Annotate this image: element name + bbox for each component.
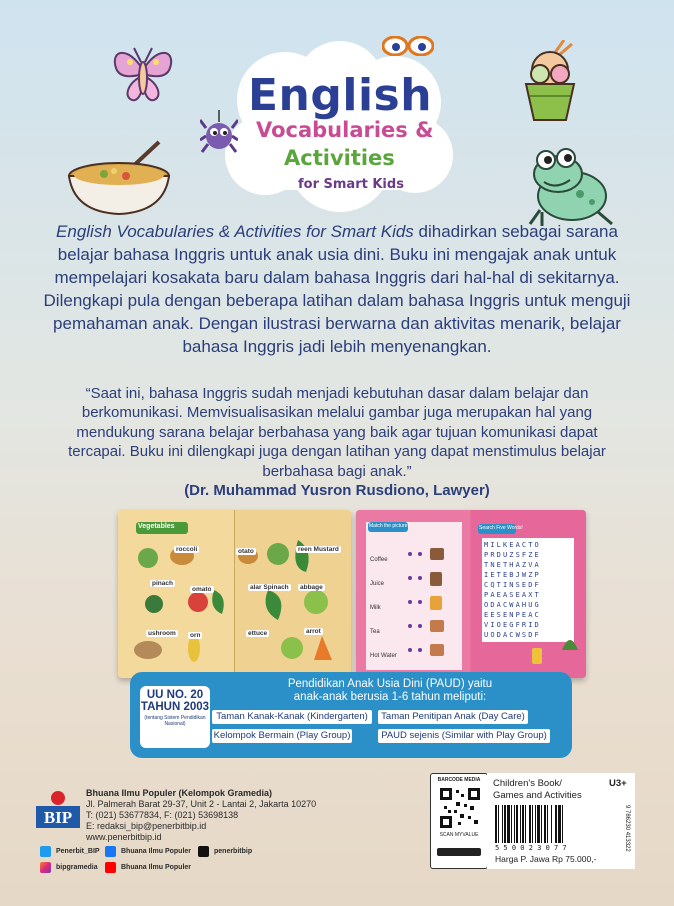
vegetables-page-preview <box>118 510 351 678</box>
word-grid-row: UODACWSDF <box>484 631 541 639</box>
spider-icon <box>200 110 238 156</box>
price: Harga P. Jawa Rp 75.000,- <box>495 854 597 864</box>
twitter-icon <box>40 846 51 857</box>
match-item-list <box>370 548 397 668</box>
barcode-box <box>487 773 635 869</box>
match-item: Juice <box>370 581 385 587</box>
age-rating: U3+ <box>609 778 627 789</box>
vegetable-label: alar Spinach <box>250 584 289 591</box>
publisher-phone: T: (021) 53677834, F: (021) 53698138 <box>86 810 239 820</box>
word-grid-row: IETEBJWZP <box>484 571 541 579</box>
category-line2: Games and Activities <box>493 790 582 801</box>
paud-intro-line2: anak-anak berusia 1-6 tahun meliputi: <box>293 691 487 703</box>
app-store-badges <box>437 848 481 856</box>
paud-intro <box>230 678 550 704</box>
soup-bowl-illustration <box>64 140 174 218</box>
word-search-grid <box>484 540 572 640</box>
vegetable-label: orn <box>190 632 201 639</box>
match-item: Hot Water <box>370 653 397 659</box>
vegetable-label: omato <box>192 586 212 593</box>
quote-text: “Saat ini, bahasa Inggris sudah menjadi kebutuhan dasar dalam belajar dan berkomunikasi. Memvisualisasikan melalui gambar juga merupakan hal yang mendukung sarana belajar berbahasa yang baik agar tujuan komunikasi dapat tercapai. Buku ini dilengkapi juga dengan latihan yang dapat menstimulus belajar berbahasa bagi anak.” <box>68 385 606 480</box>
qr-bottom-label: SCAN MYVALUE <box>439 832 479 838</box>
paud-item-kindergarten: Taman Kanak-Kanak (Kindergarten) <box>212 710 372 724</box>
vegetable-label: roccoli <box>176 546 198 553</box>
social-twitter: Penerbit_BIP <box>56 848 100 855</box>
youtube-icon <box>105 862 116 873</box>
title-activities: Activities <box>284 146 395 170</box>
isbn-side-number: 9 786230 413322 <box>624 805 630 852</box>
word-grid-row: VIOEGFRID <box>484 621 541 629</box>
isbn-barcode <box>495 805 613 843</box>
bip-logo <box>34 790 82 830</box>
description-paragraph <box>40 220 634 358</box>
facebook-icon <box>105 846 116 857</box>
eyes-icon <box>382 36 434 56</box>
word-grid-row: EESENPEAC <box>484 611 541 619</box>
paud-intro-line1: Pendidikan Anak Usia Dini (PAUD) yaitu <box>287 678 493 690</box>
description-text: dihadirkan sebagai sarana belajar bahasa Inggris untuk anak usia dini. Buku ini mengajak anak untuk mempelajari kosakata baru dalam bahasa Inggris dari hal-hal di sekitarnya. Dilengkapi pula dengan beberapa latihan dalam bahasa Inggris untuk menguji pemahaman anak. Dengan ilustrasi berwarna dan aktivitas menarik, belajar bahasa Inggris jadi lebih menyenangkan. <box>43 222 631 356</box>
publisher-address: Jl. Palmerah Barat 29-37, Unit 2 - Lantai 2, Jakarta 10270 <box>86 799 317 809</box>
title-smart-kids: for Smart Kids <box>298 177 404 192</box>
publisher-email: E: redaksi_bip@penerbitbip.id <box>86 821 207 831</box>
vegetable-label: otato <box>238 548 254 555</box>
word-grid-row: PRDUZSFZE <box>484 551 541 559</box>
word-grid-row: TNETHAZVA <box>484 561 541 569</box>
vegetables-illustration <box>118 510 351 678</box>
bip-logo-text: BIP <box>43 808 73 827</box>
category-line1: Children's Book/ <box>493 778 562 789</box>
vegetable-label: abbage <box>300 584 323 591</box>
social-facebook: Bhuana Ilmu Populer <box>121 848 192 855</box>
match-item: Tea <box>370 629 380 635</box>
frog-illustration <box>520 140 620 228</box>
quote-block <box>60 384 614 500</box>
social-instagram: bipgramedia <box>56 864 98 871</box>
match-item: Milk <box>370 605 381 611</box>
butterfly-illustration <box>108 40 178 112</box>
paud-item-similar: PAUD sejenis (Similar with Play Group) <box>378 729 550 743</box>
paud-item-play-group: Kelompok Bermain (Play Group) <box>213 730 351 741</box>
title-english: English <box>248 70 433 121</box>
vegetable-label: reen Mustard <box>298 546 339 553</box>
vegetable-label: pinach <box>152 580 173 587</box>
social-youtube: Bhuana Ilmu Populer <box>121 864 192 871</box>
description-lead: English Vocabularies & Activities for Smart Kids <box>56 222 414 241</box>
qr-code-box <box>430 773 488 869</box>
match-search-page-preview <box>356 510 586 678</box>
title-vocabularies: Vocabularies & <box>256 118 434 142</box>
uu-note: (tentang Sistem Pendidikan Nasional) <box>144 715 206 727</box>
uu-line1: UU NO. 20 <box>146 689 204 701</box>
match-heading: Match the picture! <box>369 523 409 529</box>
paud-item-day-care: Taman Penitipan Anak (Day Care) <box>378 710 528 724</box>
match-item: Coffee <box>370 557 388 563</box>
quote-author: (Dr. Muhammad Yusron Rusdiono, Lawyer) <box>184 482 490 500</box>
barcode-number: 5 5 0 0 2 3 0 7 7 <box>495 844 567 852</box>
qr-code <box>440 788 480 828</box>
tiktok-icon <box>198 846 209 857</box>
vegetable-label: ettuce <box>248 630 268 637</box>
instagram-icon <box>40 862 51 873</box>
uu-badge <box>140 686 210 748</box>
qr-top-label: BARCODE MEDIA <box>437 777 481 783</box>
publisher-name: Bhuana Ilmu Populer (Kelompok Gramedia) <box>86 788 273 798</box>
word-grid-row: MILKEACTO <box>484 541 541 549</box>
social-tiktok: penerbitbip <box>214 848 253 855</box>
word-grid-row: CQTINSEDF <box>484 581 541 589</box>
barcode-bar <box>563 805 565 843</box>
vegetable-label: ushroom <box>148 630 176 637</box>
word-grid-row: ODACWAHUG <box>484 601 541 609</box>
vegetables-heading: Vegetables <box>138 523 175 530</box>
word-grid-row: PAEASEAXT <box>484 591 541 599</box>
publisher-web: www.penerbitbip.id <box>86 832 162 842</box>
ice-cream-illustration <box>518 40 582 124</box>
search-heading: Search Five Words! <box>479 525 523 531</box>
uu-line2: TAHUN 2003 <box>140 701 210 713</box>
vegetable-label: arrot <box>306 628 321 635</box>
